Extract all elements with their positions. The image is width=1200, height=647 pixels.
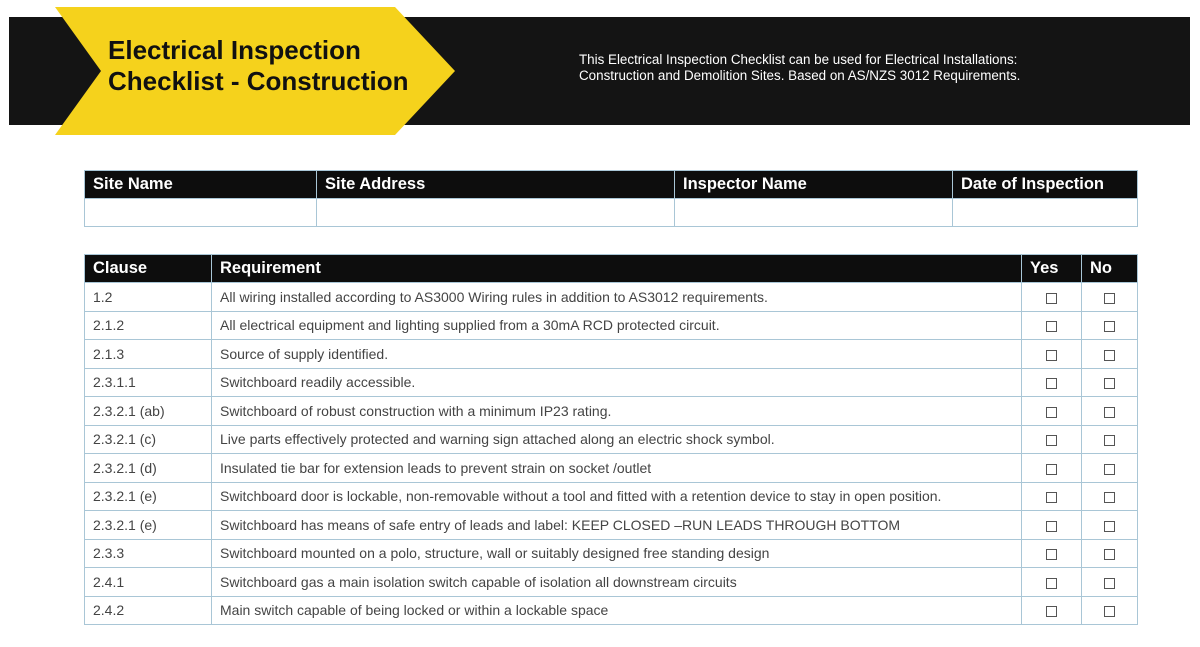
page-title [108,35,408,97]
no-cell [1082,340,1138,369]
clause-cell: 2.4.1 [85,568,212,597]
yes-cell [1022,539,1082,568]
no-header: No [1082,255,1138,283]
clause-cell: 2.3.3 [85,539,212,568]
requirement-cell: All wiring installed according to AS3000 Wiring rules in addition to AS3012 requirements. [212,283,1022,312]
clause-cell: 2.3.1.1 [85,368,212,397]
yes-checkbox[interactable] [1046,378,1057,389]
no-checkbox[interactable] [1104,606,1115,617]
yes-cell [1022,568,1082,597]
table-row [85,397,1138,426]
yes-checkbox[interactable] [1046,606,1057,617]
requirement-cell: Source of supply identified. [212,340,1022,369]
yes-checkbox[interactable] [1046,578,1057,589]
clause-cell: 2.3.2.1 (e) [85,482,212,511]
no-checkbox[interactable] [1104,321,1115,332]
no-checkbox[interactable] [1104,521,1115,532]
table-row [85,311,1138,340]
no-checkbox[interactable] [1104,435,1115,446]
clause-cell: 2.3.2.1 (d) [85,454,212,483]
yes-cell [1022,596,1082,625]
yes-checkbox[interactable] [1046,464,1057,475]
yes-checkbox[interactable] [1046,435,1057,446]
inspector-name-header: Inspector Name [675,171,953,199]
no-cell [1082,511,1138,540]
requirement-cell: Switchboard mounted on a polo, structure, wall or suitably designed free standing design [212,539,1022,568]
table-row [85,539,1138,568]
no-cell [1082,425,1138,454]
no-cell [1082,482,1138,511]
yes-checkbox[interactable] [1046,492,1057,503]
page-title-line-1: Electrical Inspection [108,35,361,65]
date-of-inspection-header: Date of Inspection [953,171,1138,199]
no-checkbox[interactable] [1104,492,1115,503]
site-address-field[interactable] [317,199,675,227]
site-name-header: Site Name [85,171,317,199]
no-checkbox[interactable] [1104,578,1115,589]
yes-cell [1022,340,1082,369]
site-address-header: Site Address [317,171,675,199]
no-checkbox[interactable] [1104,549,1115,560]
checklist-body [85,283,1138,625]
header-description-line-2: Construction and Demolition Sites. Based on AS/NZS 3012 Requirements. [579,68,1021,83]
requirement-cell: Insulated tie bar for extension leads to prevent strain on socket /outlet [212,454,1022,483]
no-cell [1082,539,1138,568]
no-cell [1082,311,1138,340]
requirement-cell: Switchboard readily accessible. [212,368,1022,397]
table-row [85,283,1138,312]
clause-cell: 2.3.2.1 (c) [85,425,212,454]
clause-header: Clause [85,255,212,283]
date-of-inspection-field[interactable] [953,199,1138,227]
site-info-input-row [85,199,1138,227]
yes-cell [1022,397,1082,426]
no-checkbox[interactable] [1104,293,1115,304]
requirement-cell: Switchboard has means of safe entry of leads and label: KEEP CLOSED –RUN LEADS THROUGH BOTTOM [212,511,1022,540]
no-cell [1082,283,1138,312]
yes-cell [1022,368,1082,397]
no-cell [1082,368,1138,397]
no-checkbox[interactable] [1104,350,1115,361]
yes-cell [1022,311,1082,340]
clause-cell: 1.2 [85,283,212,312]
no-checkbox[interactable] [1104,378,1115,389]
yes-cell [1022,283,1082,312]
no-checkbox[interactable] [1104,464,1115,475]
yes-header: Yes [1022,255,1082,283]
table-row [85,368,1138,397]
yes-checkbox[interactable] [1046,350,1057,361]
checklist-header-row [85,255,1138,283]
checklist-table [84,254,1138,625]
no-cell [1082,596,1138,625]
no-cell [1082,568,1138,597]
header-description [579,52,1020,84]
yes-cell [1022,482,1082,511]
table-row [85,340,1138,369]
table-row [85,482,1138,511]
requirement-header: Requirement [212,255,1022,283]
clause-cell: 2.1.2 [85,311,212,340]
yes-checkbox[interactable] [1046,293,1057,304]
site-info-header-row [85,171,1138,199]
requirement-cell: All electrical equipment and lighting supplied from a 30mA RCD protected circuit. [212,311,1022,340]
no-cell [1082,397,1138,426]
yes-checkbox[interactable] [1046,407,1057,418]
requirement-cell: Switchboard of robust construction with a minimum IP23 rating. [212,397,1022,426]
clause-cell: 2.3.2.1 (ab) [85,397,212,426]
table-row [85,511,1138,540]
table-row [85,596,1138,625]
clause-cell: 2.4.2 [85,596,212,625]
yes-checkbox[interactable] [1046,521,1057,532]
table-row [85,454,1138,483]
table-row [85,425,1138,454]
site-name-field[interactable] [85,199,317,227]
site-info-table [84,170,1138,227]
yes-cell [1022,425,1082,454]
requirement-cell: Live parts effectively protected and warning sign attached along an electric shock symbol. [212,425,1022,454]
clause-cell: 2.3.2.1 (e) [85,511,212,540]
requirement-cell: Switchboard gas a main isolation switch capable of isolation all downstream circuits [212,568,1022,597]
clause-cell: 2.1.3 [85,340,212,369]
header-description-line-1: This Electrical Inspection Checklist can be used for Electrical Installations: [579,52,1018,67]
yes-checkbox[interactable] [1046,321,1057,332]
inspector-name-field[interactable] [675,199,953,227]
yes-cell [1022,511,1082,540]
yes-cell [1022,454,1082,483]
page-title-line-2: Checklist - Construction [108,66,409,96]
requirement-cell: Main switch capable of being locked or within a lockable space [212,596,1022,625]
table-row [85,568,1138,597]
requirement-cell: Switchboard door is lockable, non-removable without a tool and fitted with a retention device to stay in open position. [212,482,1022,511]
yes-checkbox[interactable] [1046,549,1057,560]
no-cell [1082,454,1138,483]
no-checkbox[interactable] [1104,407,1115,418]
